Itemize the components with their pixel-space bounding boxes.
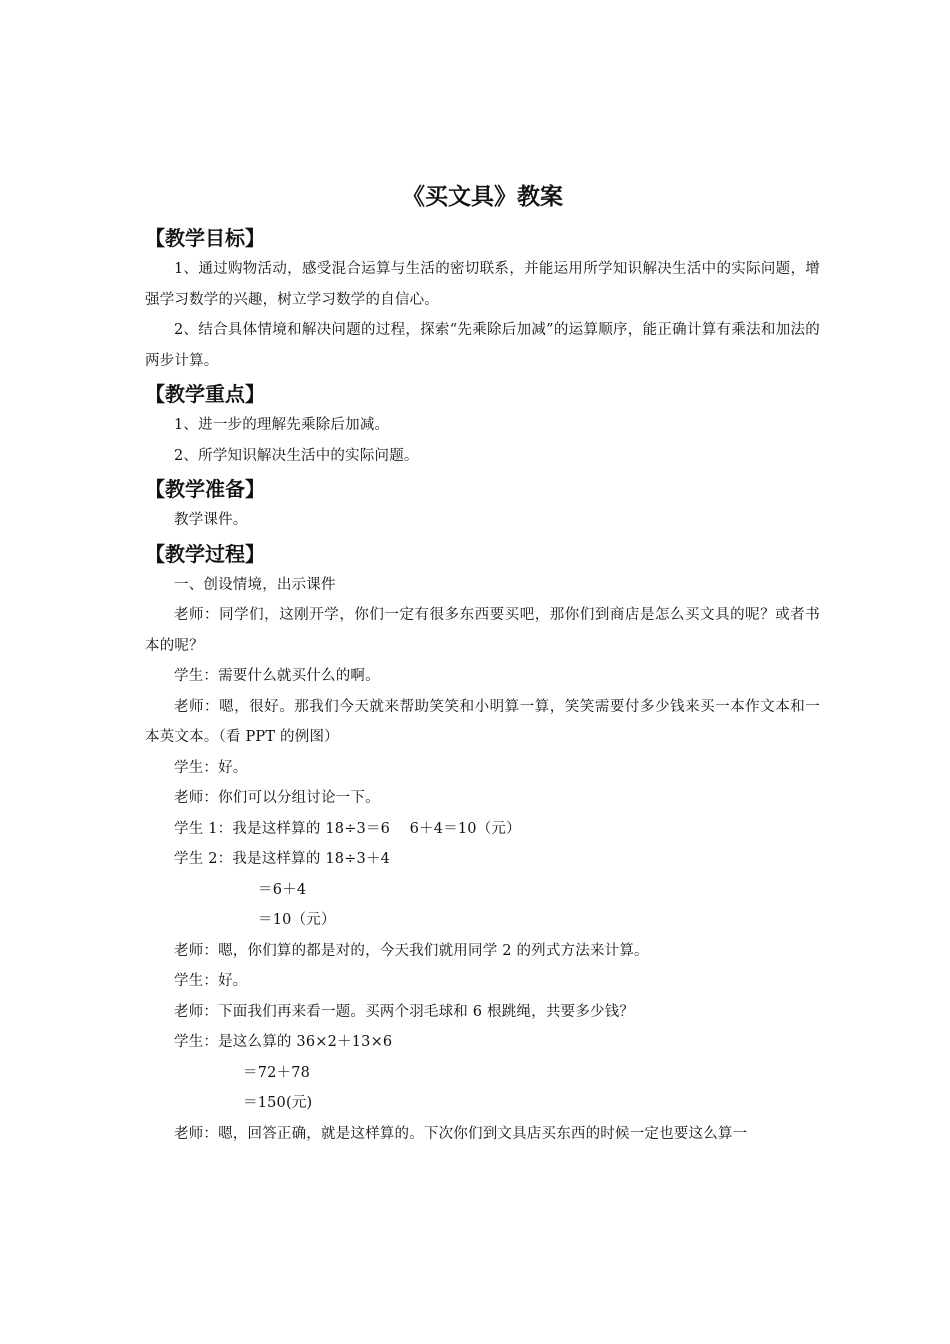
calculation-step: ＝72＋78 bbox=[243, 1064, 311, 1081]
section-heading-preparation: 【教学准备】 bbox=[145, 477, 265, 501]
calculation-step: ＝150(元) bbox=[243, 1095, 313, 1111]
process-line: 老师：同学们，这刚开学，你们一定有很多东西要买吧，那你们到商店是怎么买文具的呢？或者书本的呢？ bbox=[145, 607, 820, 654]
preparation-item: 教学课件。 bbox=[174, 512, 248, 528]
process-line: 学生 2：我是这样算的 18÷3＋4 bbox=[174, 851, 391, 867]
process-line: 老师：嗯，很好。那我们今天就来帮助笑笑和小明算一算，笑笑需要付多少钱来买一本作文本和一本英文本。（看 PPT 的例图） bbox=[145, 698, 820, 745]
process-line: 老师：嗯，回答正确，就是这样算的。下次你们到文具店买东西的时候一定也要这么算一 bbox=[174, 1125, 748, 1142]
document-title: 《买文具》教案 bbox=[402, 184, 563, 210]
objective-item: 1、通过购物活动，感受混合运算与生活的密切联系，并能运用所学知识解决生活中的实际问题，增强学习数学的兴趣，树立学习数学的自信心。 bbox=[145, 261, 820, 308]
process-line: 老师：你们可以分组讨论一下。 bbox=[174, 790, 380, 806]
section-heading-key-points: 【教学重点】 bbox=[145, 382, 265, 406]
process-line: 老师：嗯，你们算的都是对的，今天我们就用同学 2 的列式方法来计算。 bbox=[174, 942, 649, 959]
process-line: 学生：需要什么就买什么的啊。 bbox=[174, 668, 380, 684]
section-heading-process: 【教学过程】 bbox=[145, 541, 265, 566]
section-objectives bbox=[145, 224, 820, 376]
calculation-step: ＝6＋4 bbox=[258, 881, 307, 898]
section-key-points bbox=[145, 380, 820, 471]
key-point-item: 2、所学知识解决生活中的实际问题。 bbox=[174, 447, 419, 464]
process-line: 老师：下面我们再来看一题。买两个羽毛球和 6 根跳绳，共要多少钱？ bbox=[174, 1003, 635, 1020]
objective-item: 2、结合具体情境和解决问题的过程，探索“先乘除后加减”的运算顺序，能正确计算有乘法和加法的两步计算。 bbox=[145, 322, 820, 369]
calculation-step: ＝10（元） bbox=[258, 912, 336, 928]
process-line: 一、创设情境，出示课件 bbox=[174, 576, 336, 593]
process-line: 学生：好。 bbox=[174, 759, 248, 776]
document-page bbox=[145, 180, 820, 1149]
section-preparation bbox=[145, 475, 820, 536]
key-point-item: 1、进一步的理解先乘除后加减。 bbox=[174, 417, 390, 433]
section-process bbox=[145, 540, 820, 1150]
process-line: 学生：是这么算的 36×2＋13×6 bbox=[174, 1034, 393, 1050]
process-line: 学生 1：我是这样算的 18÷3＝6 6＋4＝10（元） bbox=[174, 820, 521, 837]
section-heading-objectives: 【教学目标】 bbox=[145, 226, 265, 250]
process-line: 学生：好。 bbox=[174, 973, 248, 989]
